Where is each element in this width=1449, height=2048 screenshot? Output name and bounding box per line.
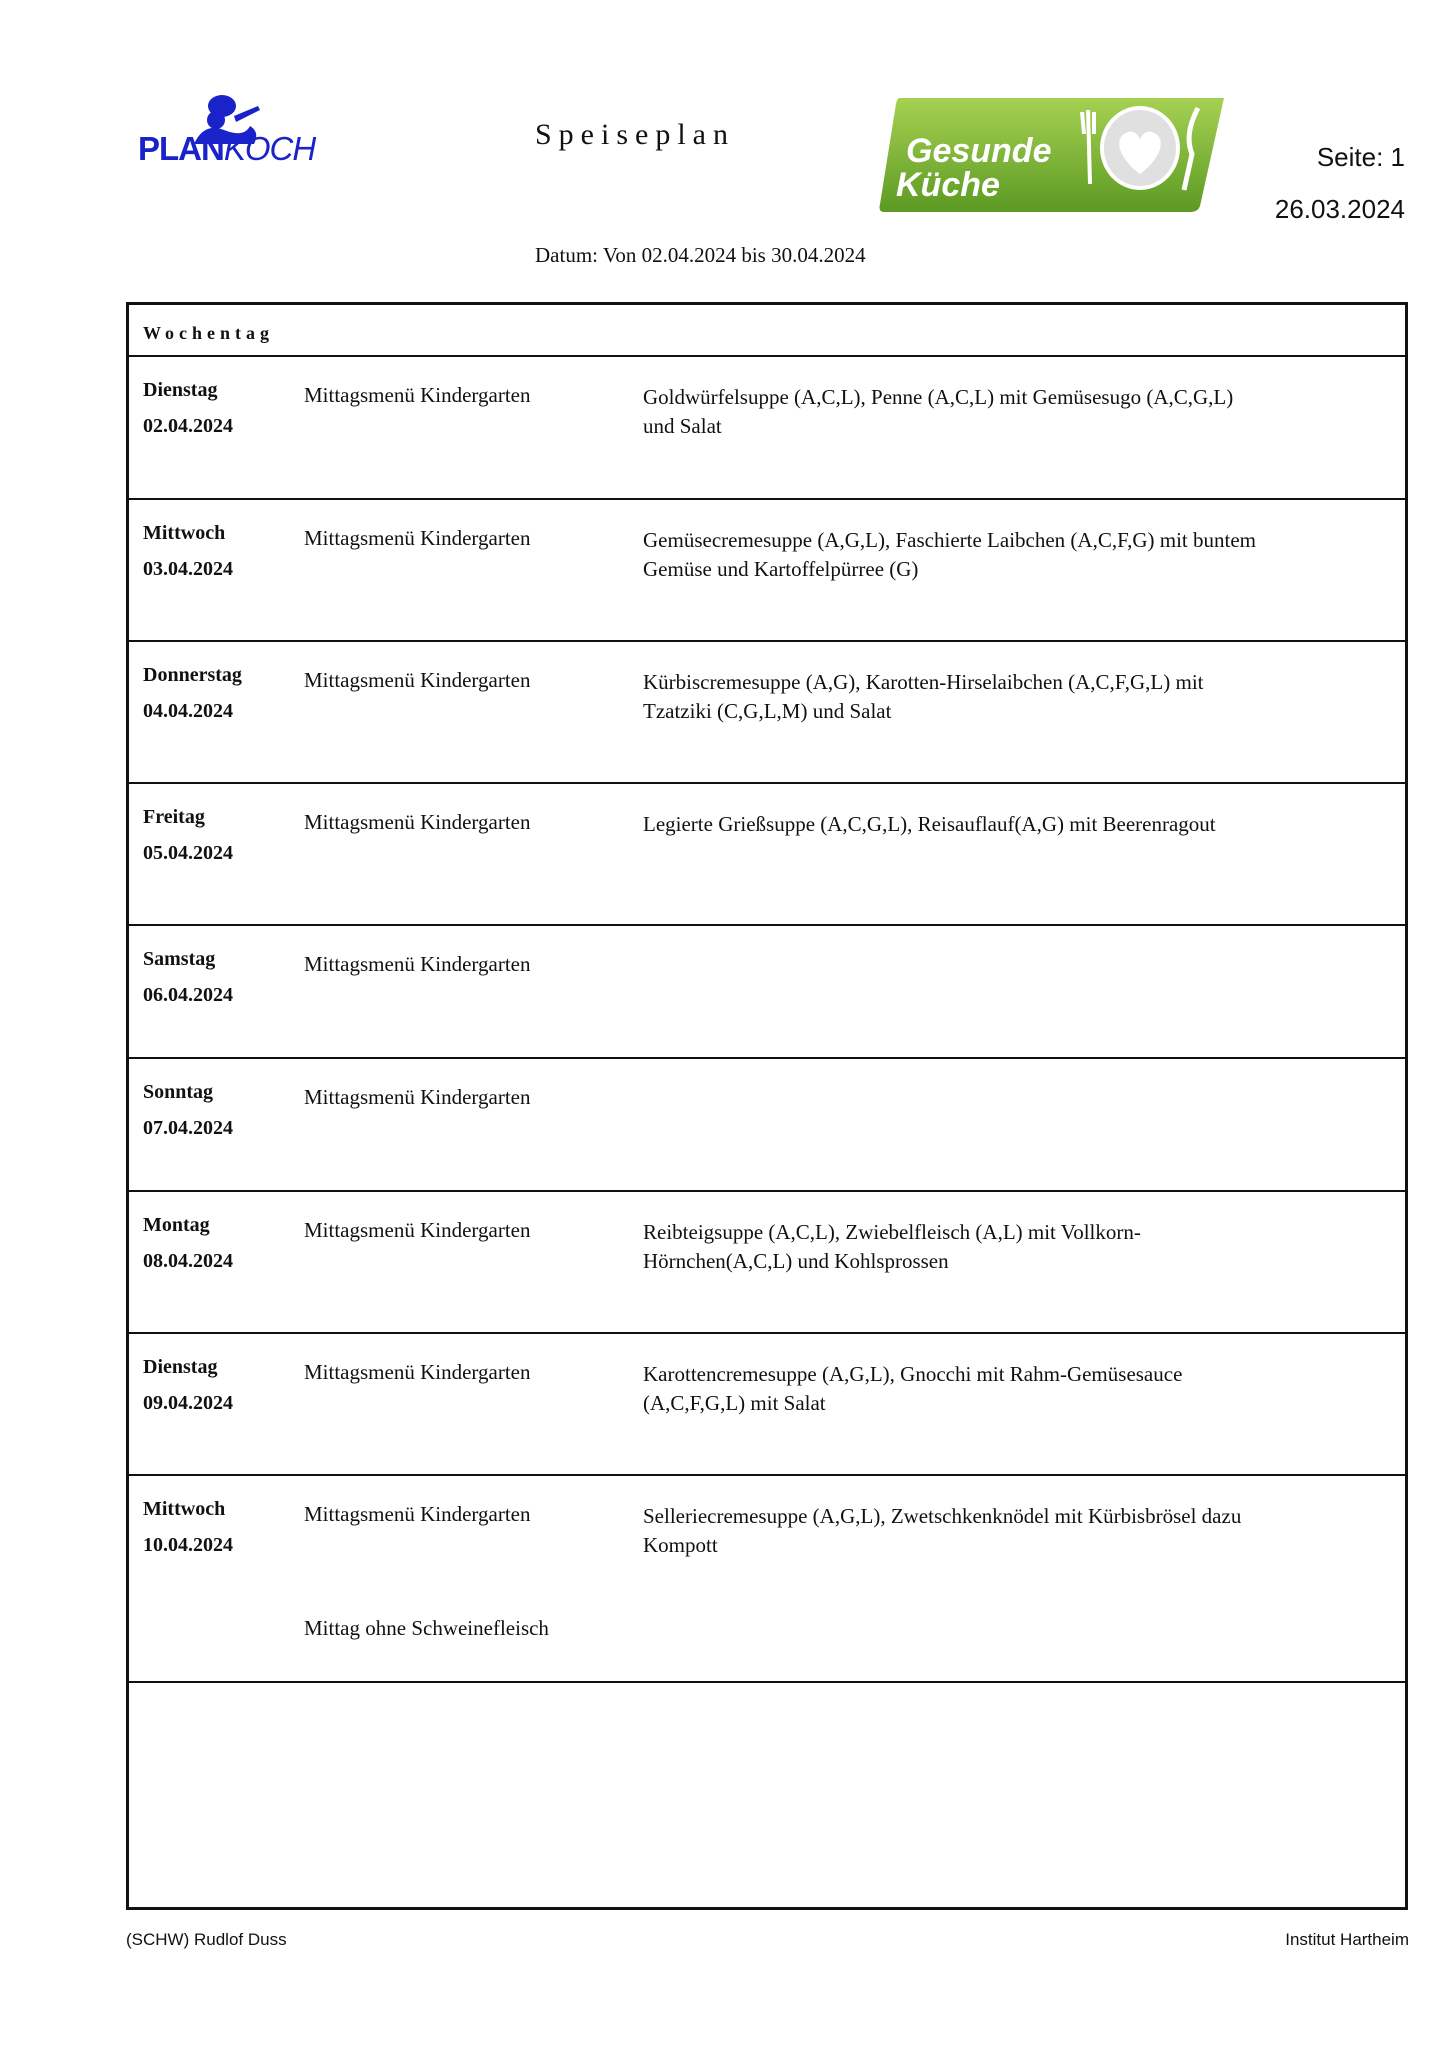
table-row — [129, 1334, 1405, 1476]
svg-text:Gesunde: Gesunde — [906, 132, 1052, 170]
menu-type: Mittagsmenü Kindergarten — [304, 1085, 531, 1109]
table-row — [129, 926, 1405, 1059]
menu-type: Mittagsmenü Kindergarten — [304, 668, 531, 692]
table-header — [129, 305, 1405, 357]
weekday: Sonntag — [143, 1081, 214, 1103]
weekday: Mittwoch — [143, 1498, 226, 1520]
menu-table — [126, 302, 1408, 1910]
weekday: Montag — [143, 1214, 210, 1236]
weekday: Dienstag — [143, 1356, 218, 1378]
weekday: Dienstag — [143, 379, 218, 401]
dish-description: Selleriecremesuppe (A,G,L), Zwetschkenknödel mit Kürbisbrösel dazu Kompott — [643, 1504, 1242, 1557]
plankoch-wordmark: PLANKOCH — [138, 130, 316, 167]
page-title: Speiseplan — [535, 118, 735, 151]
weekday: Donnerstag — [143, 664, 242, 686]
page-number: Seite: 1 — [1316, 142, 1405, 172]
table-row — [129, 784, 1405, 926]
date-range: Datum: Von 02.04.2024 bis 30.04.2024 — [535, 243, 866, 267]
menu-type-secondary: Mittag ohne Schweinefleisch — [304, 1616, 549, 1640]
dish-description: Gemüsecremesuppe (A,G,L), Faschierte Laibchen (A,C,F,G) mit buntem Gemüse und Kartoffelpürree (G) — [643, 528, 1256, 581]
table-row — [129, 1059, 1405, 1192]
svg-text:Küche: Küche — [896, 166, 1000, 204]
menu-type: Mittagsmenü Kindergarten — [304, 526, 531, 550]
weekday: Freitag — [143, 806, 205, 828]
menu-type: Mittagsmenü Kindergarten — [304, 952, 531, 976]
column-header-wochentag: Wochentag — [143, 323, 275, 343]
menu-type: Mittagsmenü Kindergarten — [304, 1360, 531, 1384]
date: 09.04.2024 — [143, 1392, 233, 1414]
footer-author: (SCHW) Rudlof Duss — [126, 1930, 287, 1949]
footer-institution: Institut Hartheim — [1285, 1930, 1409, 1949]
table-row — [129, 1192, 1405, 1334]
dish-description: Legierte Grießsuppe (A,C,G,L), Reisauflauf(A,G) mit Beerenragout — [643, 812, 1216, 836]
table-row — [129, 1476, 1405, 1683]
menu-type: Mittagsmenü Kindergarten — [304, 810, 531, 834]
date: 03.04.2024 — [143, 558, 233, 580]
menu-type: Mittagsmenü Kindergarten — [304, 1502, 531, 1526]
date: 07.04.2024 — [143, 1117, 233, 1139]
dish-description: Reibteigsuppe (A,C,L), Zwiebelfleisch (A,L) mit Vollkorn-Hörnchen(A,C,L) und Kohlsprossen — [643, 1220, 1141, 1273]
date: 02.04.2024 — [143, 415, 233, 437]
dish-description: Kürbiscremesuppe (A,G), Karotten-Hirselaibchen (A,C,F,G,L) mit Tzatziki (C,G,L,M) und Salat — [643, 670, 1204, 723]
dish-description: Goldwürfelsuppe (A,C,L), Penne (A,C,L) mit Gemüsesugo (A,C,G,L) und Salat — [643, 385, 1234, 438]
date: 10.04.2024 — [143, 1534, 233, 1556]
table-row — [129, 642, 1405, 784]
date: 06.04.2024 — [143, 984, 233, 1006]
date: 08.04.2024 — [143, 1250, 233, 1272]
date: 04.04.2024 — [143, 700, 233, 722]
plankoch-logo — [138, 86, 348, 168]
table-row — [129, 500, 1405, 642]
dish-description: Karottencremesuppe (A,G,L), Gnocchi mit Rahm-Gemüsesauce (A,C,F,G,L) mit Salat — [643, 1362, 1183, 1415]
date: 05.04.2024 — [143, 842, 233, 864]
table-row — [129, 357, 1405, 500]
gesunde-kueche-logo — [878, 94, 1230, 216]
weekday: Mittwoch — [143, 522, 226, 544]
menu-type: Mittagsmenü Kindergarten — [304, 383, 531, 407]
print-date: 26.03.2024 — [1274, 194, 1405, 224]
menu-type: Mittagsmenü Kindergarten — [304, 1218, 531, 1242]
weekday: Samstag — [143, 948, 216, 970]
